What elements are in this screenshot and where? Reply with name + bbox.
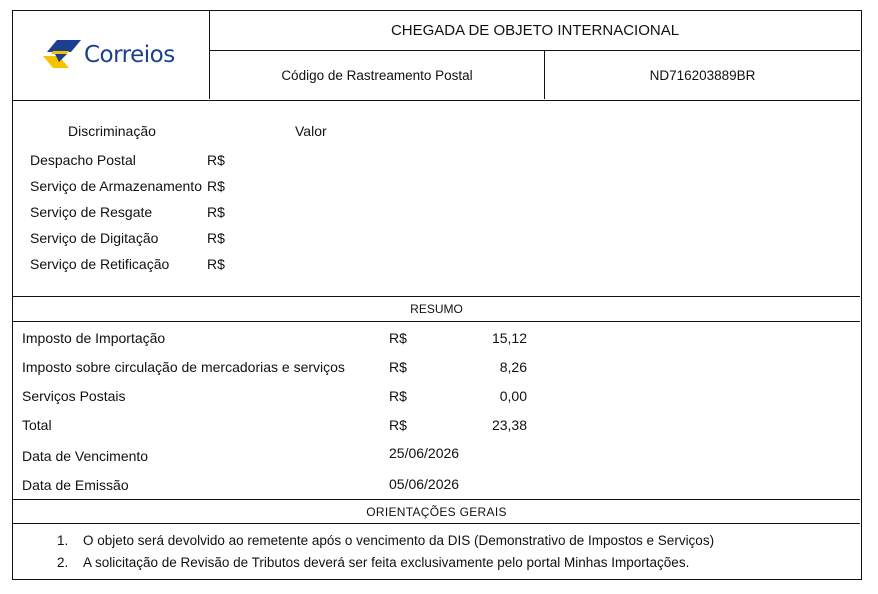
fee-currency: R$ <box>207 256 225 272</box>
issue-date-label: Data de Emissão <box>22 477 129 493</box>
tracking-code-label: Código de Rastreamento Postal <box>210 51 545 99</box>
fee-label: Serviço de Resgate <box>30 204 153 220</box>
summary-value: 15,12 <box>491 330 527 346</box>
discriminacao-header: Discriminação <box>68 123 156 139</box>
summary-value: 0,00 <box>499 388 527 404</box>
orientacoes-title: ORIENTAÇÕES GERAIS <box>13 500 860 524</box>
summary-currency: R$ <box>389 330 407 346</box>
due-date-label: Data de Vencimento <box>22 448 149 464</box>
summary-row <box>13 330 613 350</box>
document-title: CHEGADA DE OBJETO INTERNACIONAL <box>210 11 860 51</box>
issue-date-row <box>13 475 613 495</box>
document-header <box>13 11 860 101</box>
summary-row <box>13 388 613 408</box>
summary-row-total <box>13 417 613 437</box>
correios-logo <box>43 40 175 70</box>
due-date-value: 25/06/2026 <box>389 445 460 461</box>
fee-label: Serviço de Retificação <box>30 256 170 272</box>
fee-label: Serviço de Armazenamento <box>30 178 202 194</box>
orientacao-text: A solicitação de Revisão de Tributos deverá ser feita exclusivamente pelo portal Minhas Importações. <box>83 555 690 570</box>
summary-label: Imposto de Importação <box>22 330 166 346</box>
summary-currency: R$ <box>389 359 407 375</box>
summary-row <box>13 359 613 379</box>
total-currency: R$ <box>389 417 407 433</box>
fee-currency: R$ <box>207 204 225 220</box>
orientacao-number: 2. <box>57 555 69 570</box>
resumo-section <box>13 322 860 500</box>
fee-label: Serviço de Digitação <box>30 230 159 246</box>
logo-cell <box>13 11 210 99</box>
valor-header: Valor <box>295 123 327 139</box>
fee-currency: R$ <box>207 230 225 246</box>
total-label: Total <box>22 417 52 433</box>
document-frame <box>12 10 862 580</box>
summary-currency: R$ <box>389 388 407 404</box>
fee-currency: R$ <box>207 178 225 194</box>
fee-label: Despacho Postal <box>30 152 136 168</box>
summary-label: Imposto sobre circulação de mercadorias e serviços <box>22 359 345 375</box>
orientacao-text: O objeto será devolvido ao remetente após o vencimento da DIS (Demonstrativo de Impostos e Serviços) <box>83 533 715 548</box>
orientacao-item <box>57 533 714 548</box>
summary-label: Serviços Postais <box>22 388 126 404</box>
logo-text: Correios <box>84 42 175 68</box>
orientacao-item <box>57 555 689 570</box>
tracking-code-value: ND716203889BR <box>649 67 756 83</box>
summary-value: 8,26 <box>499 359 527 375</box>
fee-currency: R$ <box>207 152 225 168</box>
resumo-title: RESUMO <box>13 297 860 322</box>
issue-date-value: 05/06/2026 <box>389 476 460 492</box>
correios-logo-icon <box>43 40 81 70</box>
due-date-row <box>13 446 613 466</box>
discriminacao-section <box>13 101 860 297</box>
total-value: 23,38 <box>491 417 527 433</box>
orientacao-number: 1. <box>57 533 69 548</box>
